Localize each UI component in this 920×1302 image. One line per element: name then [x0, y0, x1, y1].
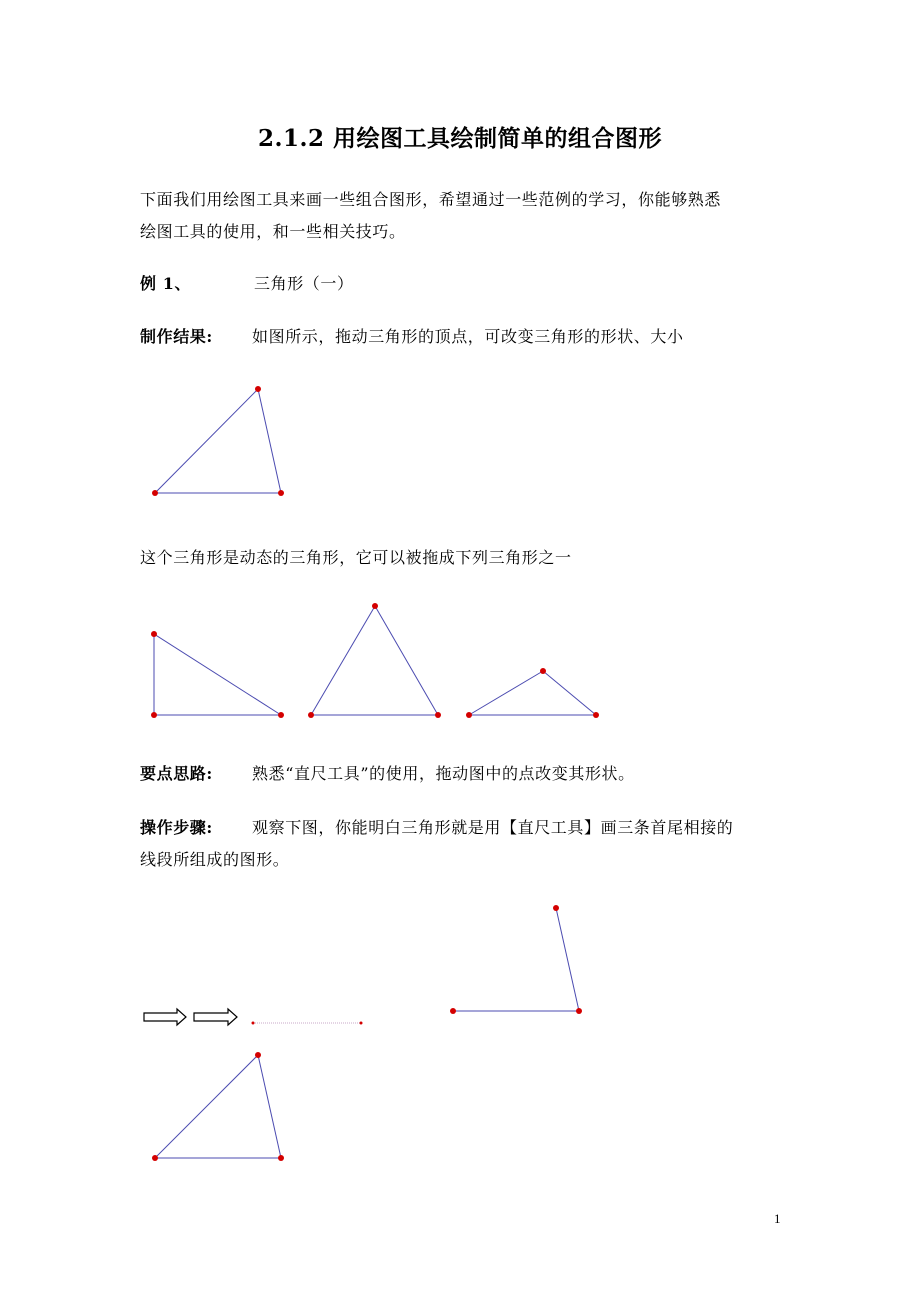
vertex-point[interactable]: [308, 712, 314, 718]
vertex-point[interactable]: [372, 603, 378, 609]
triangle-main-side-right: [258, 389, 281, 493]
step3-triangle-side: [258, 1055, 281, 1158]
keypoint-text: 熟悉“直尺工具”的使用，拖动图中的点改变其形状。: [252, 764, 635, 783]
triangle-variant-obtuse-side: [543, 671, 596, 715]
steps-label: 操作步骤:: [140, 818, 213, 837]
result-text: 如图所示，拖动三角形的顶点，可改变三角形的形状、大小: [252, 327, 684, 346]
right-arrow-icon: [194, 1009, 237, 1025]
step3-triangle-side: [155, 1055, 258, 1158]
vertex-point[interactable]: [252, 1022, 255, 1025]
example-title: 三角形（一）: [254, 274, 354, 293]
intro-line-1: 下面我们用绘图工具来画一些组合图形，希望通过一些范例的学习，你能够熟悉: [140, 190, 722, 209]
example-label: 例 1、: [140, 274, 192, 293]
vertex-point[interactable]: [360, 1022, 363, 1025]
vertex-point[interactable]: [576, 1008, 582, 1014]
page-number: 1: [774, 1211, 781, 1226]
steps-text-line-1: 观察下图，你能明白三角形就是用【直尺工具】画三条首尾相接的: [252, 818, 734, 837]
triangle-variant-right: [151, 631, 284, 718]
vertex-point[interactable]: [540, 668, 546, 674]
result-label: 制作结果:: [140, 327, 213, 346]
vertex-point[interactable]: [278, 712, 284, 718]
vertex-point[interactable]: [435, 712, 441, 718]
triangle-variant-acute-side: [375, 606, 438, 715]
vertex-point[interactable]: [466, 712, 472, 718]
vertex-point[interactable]: [152, 1155, 158, 1161]
vertex-point[interactable]: [593, 712, 599, 718]
vertex-point[interactable]: [151, 712, 157, 718]
vertex-point[interactable]: [278, 490, 284, 496]
vertex-point[interactable]: [450, 1008, 456, 1014]
right-arrow-icon: [144, 1009, 186, 1025]
vertex-point[interactable]: [278, 1155, 284, 1161]
step1-segment: [252, 1022, 363, 1025]
vertex-point[interactable]: [151, 631, 157, 637]
intro-line-2: 绘图工具的使用，和一些相关技巧。: [140, 222, 406, 241]
page-title: 2.1.2 用绘图工具绘制简单的组合图形: [257, 125, 663, 152]
vertex-point[interactable]: [255, 1052, 261, 1058]
triangle-variant-acute: [308, 603, 441, 718]
keypoint-label: 要点思路:: [140, 764, 213, 783]
triangle-main: [152, 386, 284, 496]
triangle-variant-obtuse: [466, 668, 599, 718]
triangle-variant-right-side: [154, 634, 281, 715]
dynamic-text: 这个三角形是动态的三角形，它可以被拖成下列三角形之一: [140, 548, 572, 567]
step2-segment-side: [556, 908, 579, 1011]
triangle-main-side-left: [155, 389, 258, 493]
step2-two-segments: [450, 905, 582, 1014]
vertex-point[interactable]: [255, 386, 261, 392]
triangle-variant-obtuse-side: [469, 671, 543, 715]
step3-triangle: [152, 1052, 284, 1161]
steps-text-line-2: 线段所组成的图形。: [140, 850, 290, 869]
vertex-point[interactable]: [152, 490, 158, 496]
triangle-variant-acute-side: [311, 606, 375, 715]
vertex-point[interactable]: [553, 905, 559, 911]
